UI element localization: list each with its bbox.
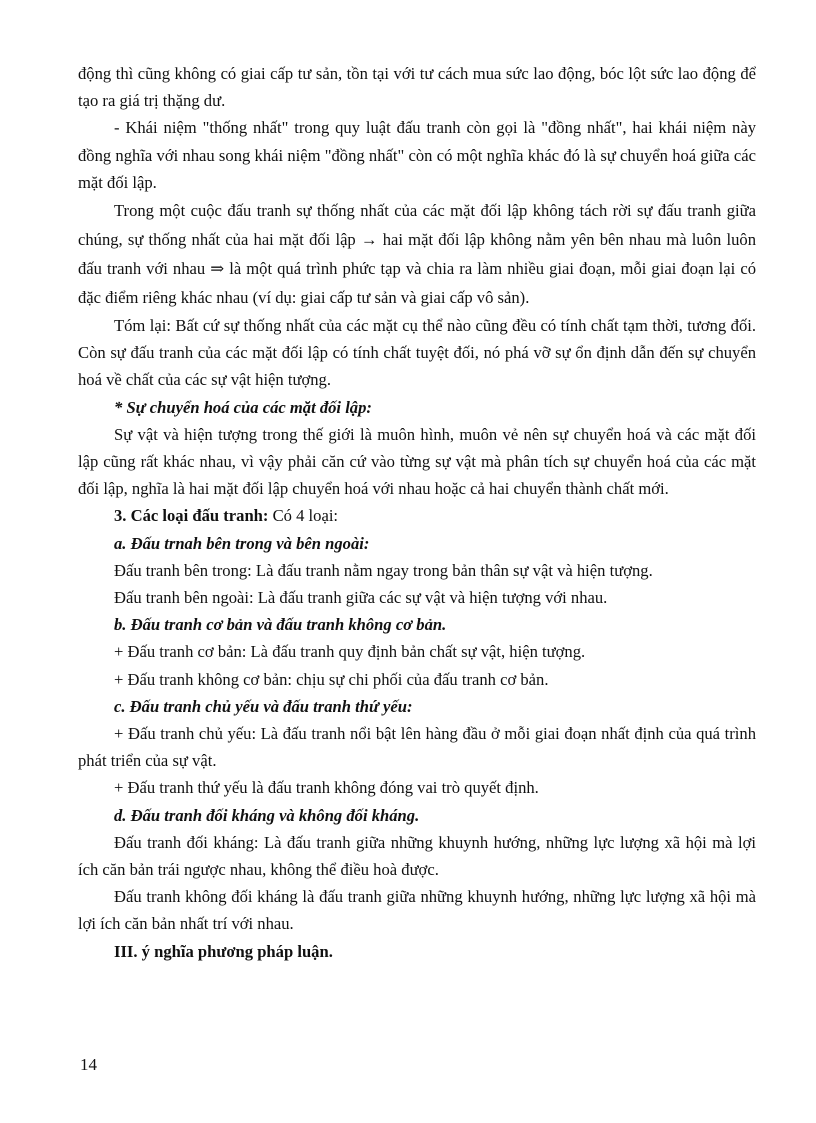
paragraph: động thì cũng không có giai cấp tư sản, tồn tại với tư cách mua sức lao động, bóc lột sức lao động để tạo ra giá trị thặng dư. xyxy=(78,64,756,111)
subsection-heading: d. Đấu tranh đối kháng và không đối kháng. xyxy=(114,805,420,825)
section-heading: III. ý nghĩa phương pháp luận. xyxy=(114,941,333,961)
section-heading xyxy=(78,502,756,529)
subsection-heading: b. Đấu tranh cơ bản và đấu tranh không cơ bản. xyxy=(114,615,447,635)
subsection-heading: c. Đấu tranh chủ yếu và đấu tranh thứ yếu: xyxy=(114,696,413,716)
paragraph: Đấu tranh đối kháng: Là đấu tranh giữa những khuynh hướng, những lực lượng xã hội mà lợi ích căn bản trái ngược nhau, không thể điều hoà được. xyxy=(78,832,756,880)
paragraph: Trong một cuộc đấu tranh sự thống nhất của các mặt đối lập không tách rời sự đấu tranh giữa chúng, sự thống nhất của hai mặt đối lập → hai mặt đối lập không nằm yên bên nhau mà luôn luôn đấu tranh với nhau ⇒ là một quá trình phức tạp và chia ra làm nhiều giai đoạn, mỗi giai đoạn lại có đặc điểm riêng khác nhau (ví dụ: giai cấp tư sản và giai cấp vô sản). xyxy=(78,201,756,308)
heading-rest: Có 4 loại: xyxy=(268,506,339,526)
page-content xyxy=(78,60,756,965)
paragraph: Đấu tranh không đối kháng là đấu tranh giữa những khuynh hướng, những lực lượng xã hội mà lợi ích căn bản nhất trí với nhau. xyxy=(78,887,756,934)
paragraph: + Đấu tranh thứ yếu là đấu tranh không đóng vai trò quyết định. xyxy=(114,778,539,798)
paragraph: Đấu tranh bên ngoài: Là đấu tranh giữa các sự vật và hiện tượng với nhau. xyxy=(114,588,608,608)
paragraph: + Đấu tranh không cơ bản: chịu sự chi phối của đấu tranh cơ bản. xyxy=(114,669,549,689)
paragraph: - Khái niệm "thống nhất" trong quy luật đấu tranh còn gọi là "đồng nhất", hai khái niệm này đồng nghĩa với nhau song khái niệm "đồng nhất" còn có một nghĩa khác đó là sự chuyển hoá giữa các mặt đối lập. xyxy=(78,118,756,192)
section-heading: * Sự chuyển hoá của các mặt đối lập: xyxy=(114,397,372,417)
paragraph: + Đấu tranh cơ bản: Là đấu tranh quy định bản chất sự vật, hiện tượng. xyxy=(114,642,586,662)
paragraph: + Đấu tranh chủ yếu: Là đấu tranh nổi bật lên hàng đầu ở mỗi giai đoạn nhất định của quá trình phát triển của sự vật. xyxy=(78,724,756,771)
paragraph: Sự vật và hiện tượng trong thế giới là muôn hình, muôn vẻ nên sự chuyển hoá và các mặt đối lập cũng rất khác nhau, vì vậy phải căn cứ vào từng sự vật mà phân tích sự chuyển hoá của các mặt đối lập, nghĩa là hai mặt đối lập chuyển hoá với nhau hoặc cả hai chuyển thành chất mới. xyxy=(78,424,756,499)
paragraph: Đấu tranh bên trong: Là đấu tranh nằm ngay trong bản thân sự vật và hiện tượng. xyxy=(114,560,653,580)
page-number: 14 xyxy=(80,1055,97,1074)
subsection-heading: a. Đấu trnah bên trong và bên ngoài: xyxy=(114,533,370,553)
paragraph: Tóm lại: Bất cứ sự thống nhất của các mặt cụ thể nào cũng đều có tính chất tạm thời, tương đối. Còn sự đấu tranh của các mặt đối lập có tính chất tuyệt đối, nó phá vỡ sự ổn định dẫn đến sự chuyển hoá về chất của các sự vật hiện tượng. xyxy=(78,316,756,390)
heading-label: 3. Các loại đấu tranh: xyxy=(114,506,269,526)
